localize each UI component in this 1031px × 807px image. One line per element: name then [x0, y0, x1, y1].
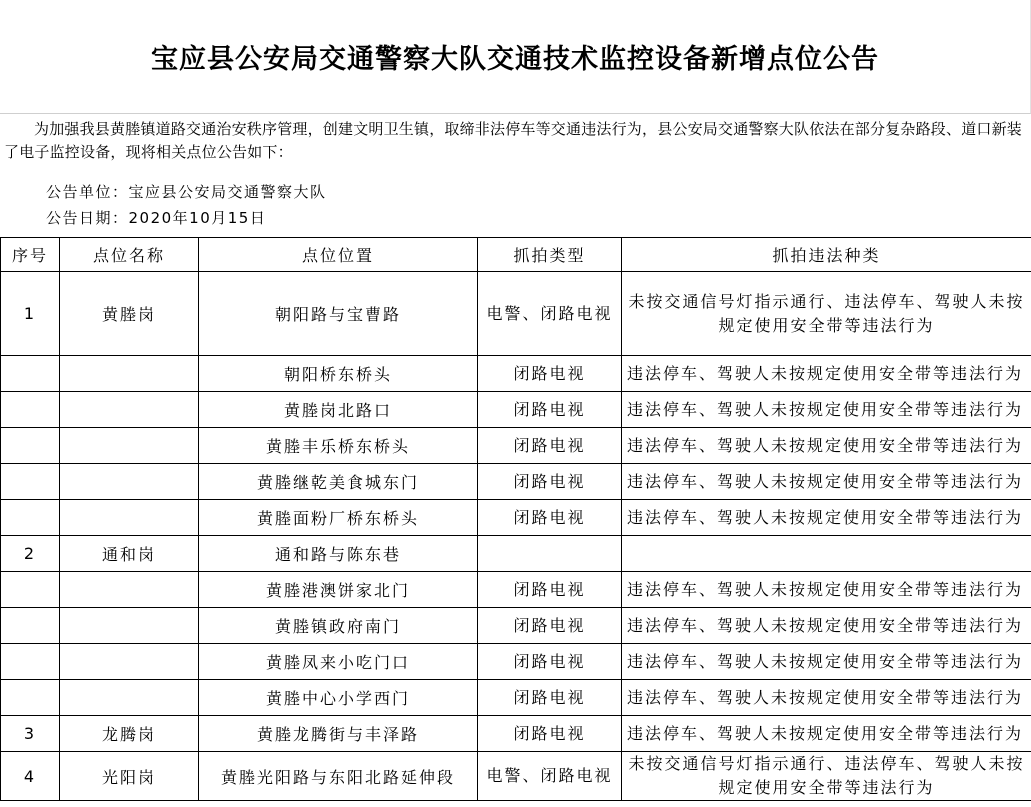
cell-capture-type: 闭路电视 [478, 500, 622, 536]
cell-no [1, 392, 60, 428]
violation-kinds-text: 违法停车、驾驶人未按规定使用安全带等违法行为 [627, 723, 1024, 743]
cell-violation-kinds [622, 716, 1031, 752]
cell-name [60, 644, 199, 680]
cell-name [60, 680, 199, 716]
cell-no [1, 356, 60, 392]
cell-no [1, 572, 60, 608]
violation-kinds-text: 违法停车、驾驶人未按规定使用安全带等违法行为 [627, 471, 1024, 491]
cell-capture-type: 闭路电视 [478, 716, 622, 752]
cell-name [60, 500, 199, 536]
table-row [1, 464, 1031, 500]
cell-name [60, 356, 199, 392]
violation-kinds-text [627, 542, 1031, 566]
cell-capture-type: 闭路电视 [478, 608, 622, 644]
cell-capture-type: 闭路电视 [478, 464, 622, 500]
table-row [1, 608, 1031, 644]
cell-location: 黄塍光阳路与东阳北路延伸段 [199, 752, 478, 801]
cell-location: 黄塍龙腾街与丰泽路 [199, 716, 478, 752]
cell-no [1, 428, 60, 464]
cell-capture-type: 电警、闭路电视 [478, 752, 622, 801]
cell-violation-kinds [622, 572, 1031, 608]
cell-violation-kinds [622, 644, 1031, 680]
violation-kinds-text: 违法停车、驾驶人未按规定使用安全带等违法行为 [627, 687, 1024, 707]
table-row [1, 680, 1031, 716]
cell-no [1, 644, 60, 680]
table-row [1, 644, 1031, 680]
cell-no: 2 [1, 536, 60, 572]
cell-location: 黄塍丰乐桥东桥头 [199, 428, 478, 464]
cell-violation-kinds [622, 500, 1031, 536]
cell-location: 黄塍镇政府南门 [199, 608, 478, 644]
cell-no [1, 500, 60, 536]
cell-location: 黄塍继乾美食城东门 [199, 464, 478, 500]
cell-capture-type: 闭路电视 [478, 644, 622, 680]
announcement-date: 公告日期：2020年10月15日 [46, 209, 267, 227]
cell-location: 黄塍面粉厂桥东桥头 [199, 500, 478, 536]
violation-kinds-text: 违法停车、驾驶人未按规定使用安全带等违法行为 [627, 579, 1024, 599]
cell-name: 黄塍岗 [60, 272, 199, 356]
cell-no: 4 [1, 752, 60, 801]
intro-paragraph: 为加强我县黄塍镇道路交通治安秩序管理，创建文明卫生镇，取缔非法停车等交通违法行为，县公安局交通警察大队依法在部分复杂路段、道口新装了电子监控设备，现将相关点位公告如下： [4, 120, 1023, 161]
cell-location: 朝阳路与宝曹路 [199, 272, 478, 356]
cell-capture-type [478, 536, 622, 572]
cell-violation-kinds [622, 356, 1031, 392]
header-no: 序号 [1, 238, 60, 272]
cell-location: 通和路与陈东巷 [199, 536, 478, 572]
cell-violation-kinds [622, 752, 1031, 801]
table-row [1, 428, 1031, 464]
cell-no: 1 [1, 272, 60, 356]
cell-location: 黄塍港澳饼家北门 [199, 572, 478, 608]
header-location: 点位位置 [199, 238, 478, 272]
table-row [1, 716, 1031, 752]
cell-name [60, 464, 199, 500]
cell-name [60, 428, 199, 464]
cell-no [1, 464, 60, 500]
cell-location: 黄塍中心小学西门 [199, 680, 478, 716]
violation-kinds-text: 违法停车、驾驶人未按规定使用安全带等违法行为 [627, 651, 1024, 671]
table-row [1, 536, 1031, 572]
cell-location: 黄塍岗北路口 [199, 392, 478, 428]
cell-name [60, 608, 199, 644]
cell-violation-kinds [622, 680, 1031, 716]
cell-violation-kinds [622, 272, 1031, 356]
cell-violation-kinds [622, 392, 1031, 428]
violation-kinds-text: 违法停车、驾驶人未按规定使用安全带等违法行为 [627, 615, 1024, 635]
cell-capture-type: 闭路电视 [478, 572, 622, 608]
cell-name: 龙腾岗 [60, 716, 199, 752]
cell-name [60, 572, 199, 608]
violation-kinds-text: 未按交通信号灯指示通行、违法停车、驾驶人未按规定使用安全带等违法行为 [628, 291, 1025, 335]
table-row [1, 392, 1031, 428]
page-title: 宝应县公安局交通警察大队交通技术监控设备新增点位公告 [0, 0, 1031, 114]
cell-no: 3 [1, 716, 60, 752]
header-name: 点位名称 [60, 238, 199, 272]
cell-no [1, 608, 60, 644]
violation-kinds-text: 违法停车、驾驶人未按规定使用安全带等违法行为 [627, 507, 1024, 527]
violation-kinds-text: 违法停车、驾驶人未按规定使用安全带等违法行为 [627, 435, 1024, 455]
cell-name: 光阳岗 [60, 752, 199, 801]
violation-kinds-text: 未按交通信号灯指示通行、违法停车、驾驶人未按规定使用安全带等违法行为 [628, 754, 1025, 797]
cell-violation-kinds [622, 608, 1031, 644]
violation-kinds-text: 违法停车、驾驶人未按规定使用安全带等违法行为 [627, 399, 1024, 419]
cell-capture-type: 闭路电视 [478, 392, 622, 428]
cell-violation-kinds [622, 428, 1031, 464]
cell-capture-type: 闭路电视 [478, 356, 622, 392]
cell-name [60, 392, 199, 428]
announcing-unit: 公告单位：宝应县公安局交通警察大队 [46, 183, 327, 201]
cell-violation-kinds [622, 464, 1031, 500]
header-violation-kinds: 抓拍违法种类 [622, 238, 1031, 272]
cell-no [1, 680, 60, 716]
violation-kinds-text: 违法停车、驾驶人未按规定使用安全带等违法行为 [627, 363, 1024, 383]
table-row [1, 752, 1031, 801]
cell-location: 朝阳桥东桥头 [199, 356, 478, 392]
table-header-row [1, 238, 1031, 272]
header-capture-type: 抓拍类型 [478, 238, 622, 272]
table-row [1, 272, 1031, 356]
locations-table [0, 237, 1031, 801]
table-row [1, 356, 1031, 392]
cell-location: 黄塍凤来小吃门口 [199, 644, 478, 680]
table-row [1, 572, 1031, 608]
cell-capture-type: 电警、闭路电视 [478, 272, 622, 356]
cell-capture-type: 闭路电视 [478, 680, 622, 716]
cell-name: 通和岗 [60, 536, 199, 572]
cell-capture-type: 闭路电视 [478, 428, 622, 464]
table-row [1, 500, 1031, 536]
cell-violation-kinds [622, 536, 1031, 572]
